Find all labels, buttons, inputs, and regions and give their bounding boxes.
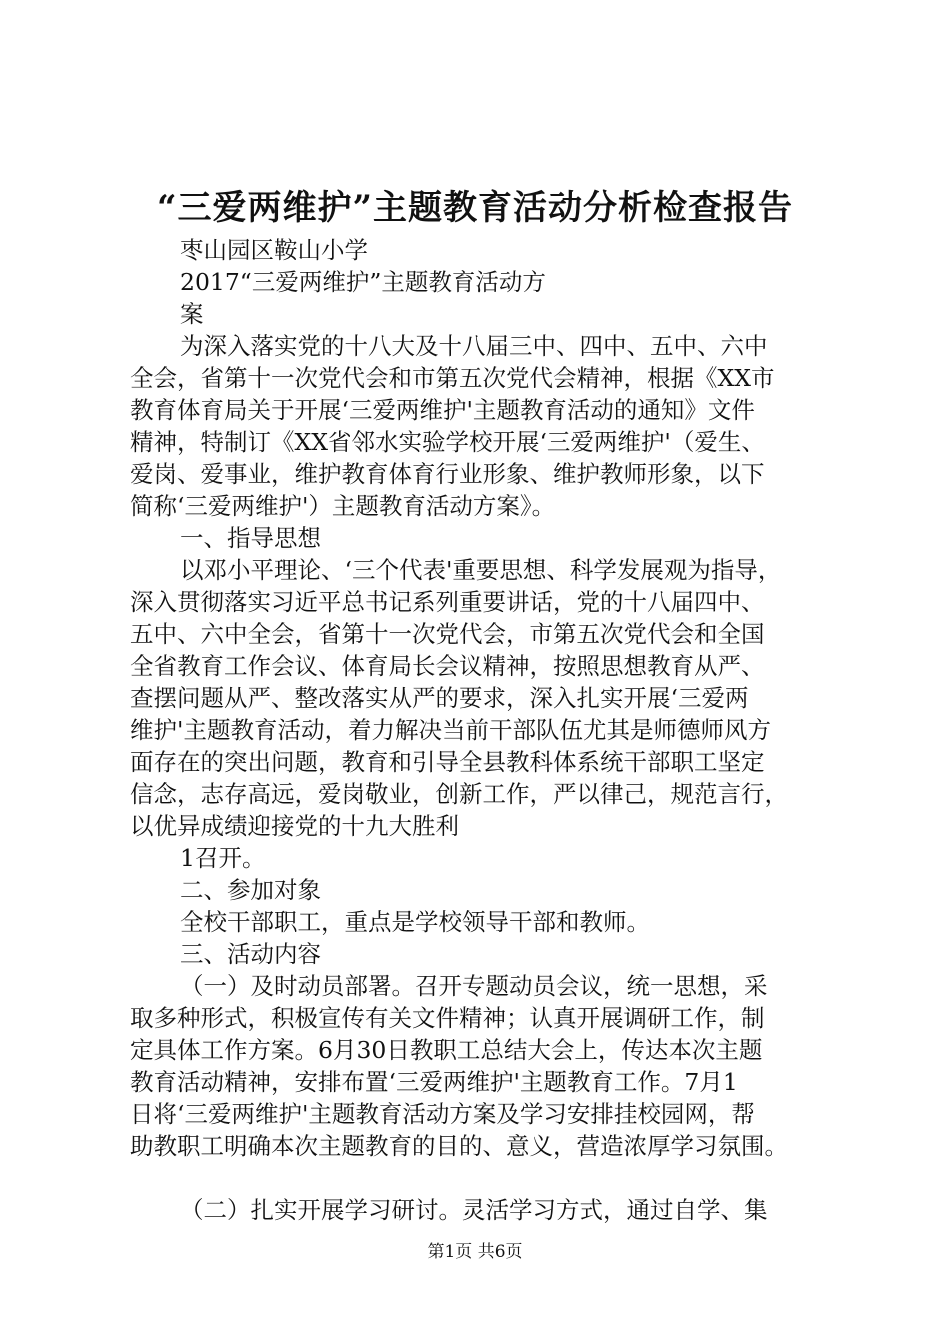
paragraph-line: 教育活动精神，安排布置‘三爱两维护'主题教育工作。7月1 (130, 1068, 738, 1096)
paragraph-line: 教育体育局关于开展‘三爱两维护'主题教育活动的通知》文件 (130, 396, 755, 424)
paragraph-line: 以邓小平理论、‘三个代表'重要思想、科学发展观为指导， (180, 556, 782, 584)
paragraph-line: 以优异成绩迎接党的十九大胜利 (130, 812, 459, 840)
section-heading: 三、活动内容 (180, 940, 321, 968)
paragraph-line: 深入贯彻落实习近平总书记系列重要讲话，党的十八届四中、 (130, 588, 765, 616)
paragraph-line: 全省教育工作会议、体育局长会议精神，按照思想教育从严、 (130, 652, 765, 680)
paragraph-line: 定具体工作方案。6月30日教职工总结大会上，传达本次主题 (130, 1036, 763, 1064)
school-name-line: 枣山园区鞍山小学 (180, 236, 368, 264)
paragraph-line: 爱岗、爱事业，维护教育体育行业形象、维护教师形象，以下 (130, 460, 765, 488)
paragraph-line: 五中、六中全会，省第十一次党代会，市第五次党代会和全国 (130, 620, 765, 648)
paragraph-line: 面存在的突出问题，教育和引导全县教科体系统干部职工坚定 (130, 748, 765, 776)
document-title: “三爱两维护”主题教育活动分析检查报告 (156, 188, 794, 228)
paragraph-line: 简称‘三爱两维护'）主题教育活动方案》。 (130, 492, 556, 520)
paragraph-line: 取多种形式，积极宣传有关文件精神；认真开展调研工作，制 (130, 1004, 765, 1032)
paragraph-line: 1召开。 (180, 844, 266, 872)
section-heading: 一、指导思想 (180, 524, 321, 552)
paragraph-line: 全校干部职工，重点是学校领导干部和教师。 (180, 908, 650, 936)
page-footer: 第1页 共6页 (427, 1242, 523, 1262)
paragraph-line: 为深入落实党的十八大及十八届三中、四中、五中、六中 (180, 332, 768, 360)
paragraph-line: （一）及时动员部署。召开专题动员会议，统一思想，采 (180, 972, 768, 1000)
section-heading: 二、参加对象 (180, 876, 321, 904)
paragraph-line: 查摆问题从严、整改落实从严的要求，深入扎实开展‘三爱两 (130, 684, 749, 712)
paragraph-line: 全会，省第十一次党代会和市第五次党代会精神，根据《XX市 (130, 364, 775, 392)
subtitle-line-cont: 案 (180, 300, 204, 328)
paragraph-line: 日将‘三爱两维护'主题教育活动方案及学习安排挂校园网，帮 (130, 1100, 755, 1128)
subtitle-line: 2017“三爱两维护”主题教育活动方 (180, 268, 546, 296)
paragraph-line: 维护'主题教育活动，着力解决当前干部队伍尤其是师德师风方 (130, 716, 771, 744)
paragraph-line: 精神，特制订《XX省邻水实验学校开展‘三爱两维护'（爱生、 (130, 428, 765, 456)
paragraph-line: 助教职工明确本次主题教育的目的、意义，营造浓厚学习氛围。 (130, 1132, 788, 1160)
paragraph-line: （二）扎实开展学习研讨。灵活学习方式，通过自学、集 (180, 1196, 768, 1224)
paragraph-line: 信念，志存高远，爱岗敬业，创新工作，严以律己，规范言行， (130, 780, 788, 808)
